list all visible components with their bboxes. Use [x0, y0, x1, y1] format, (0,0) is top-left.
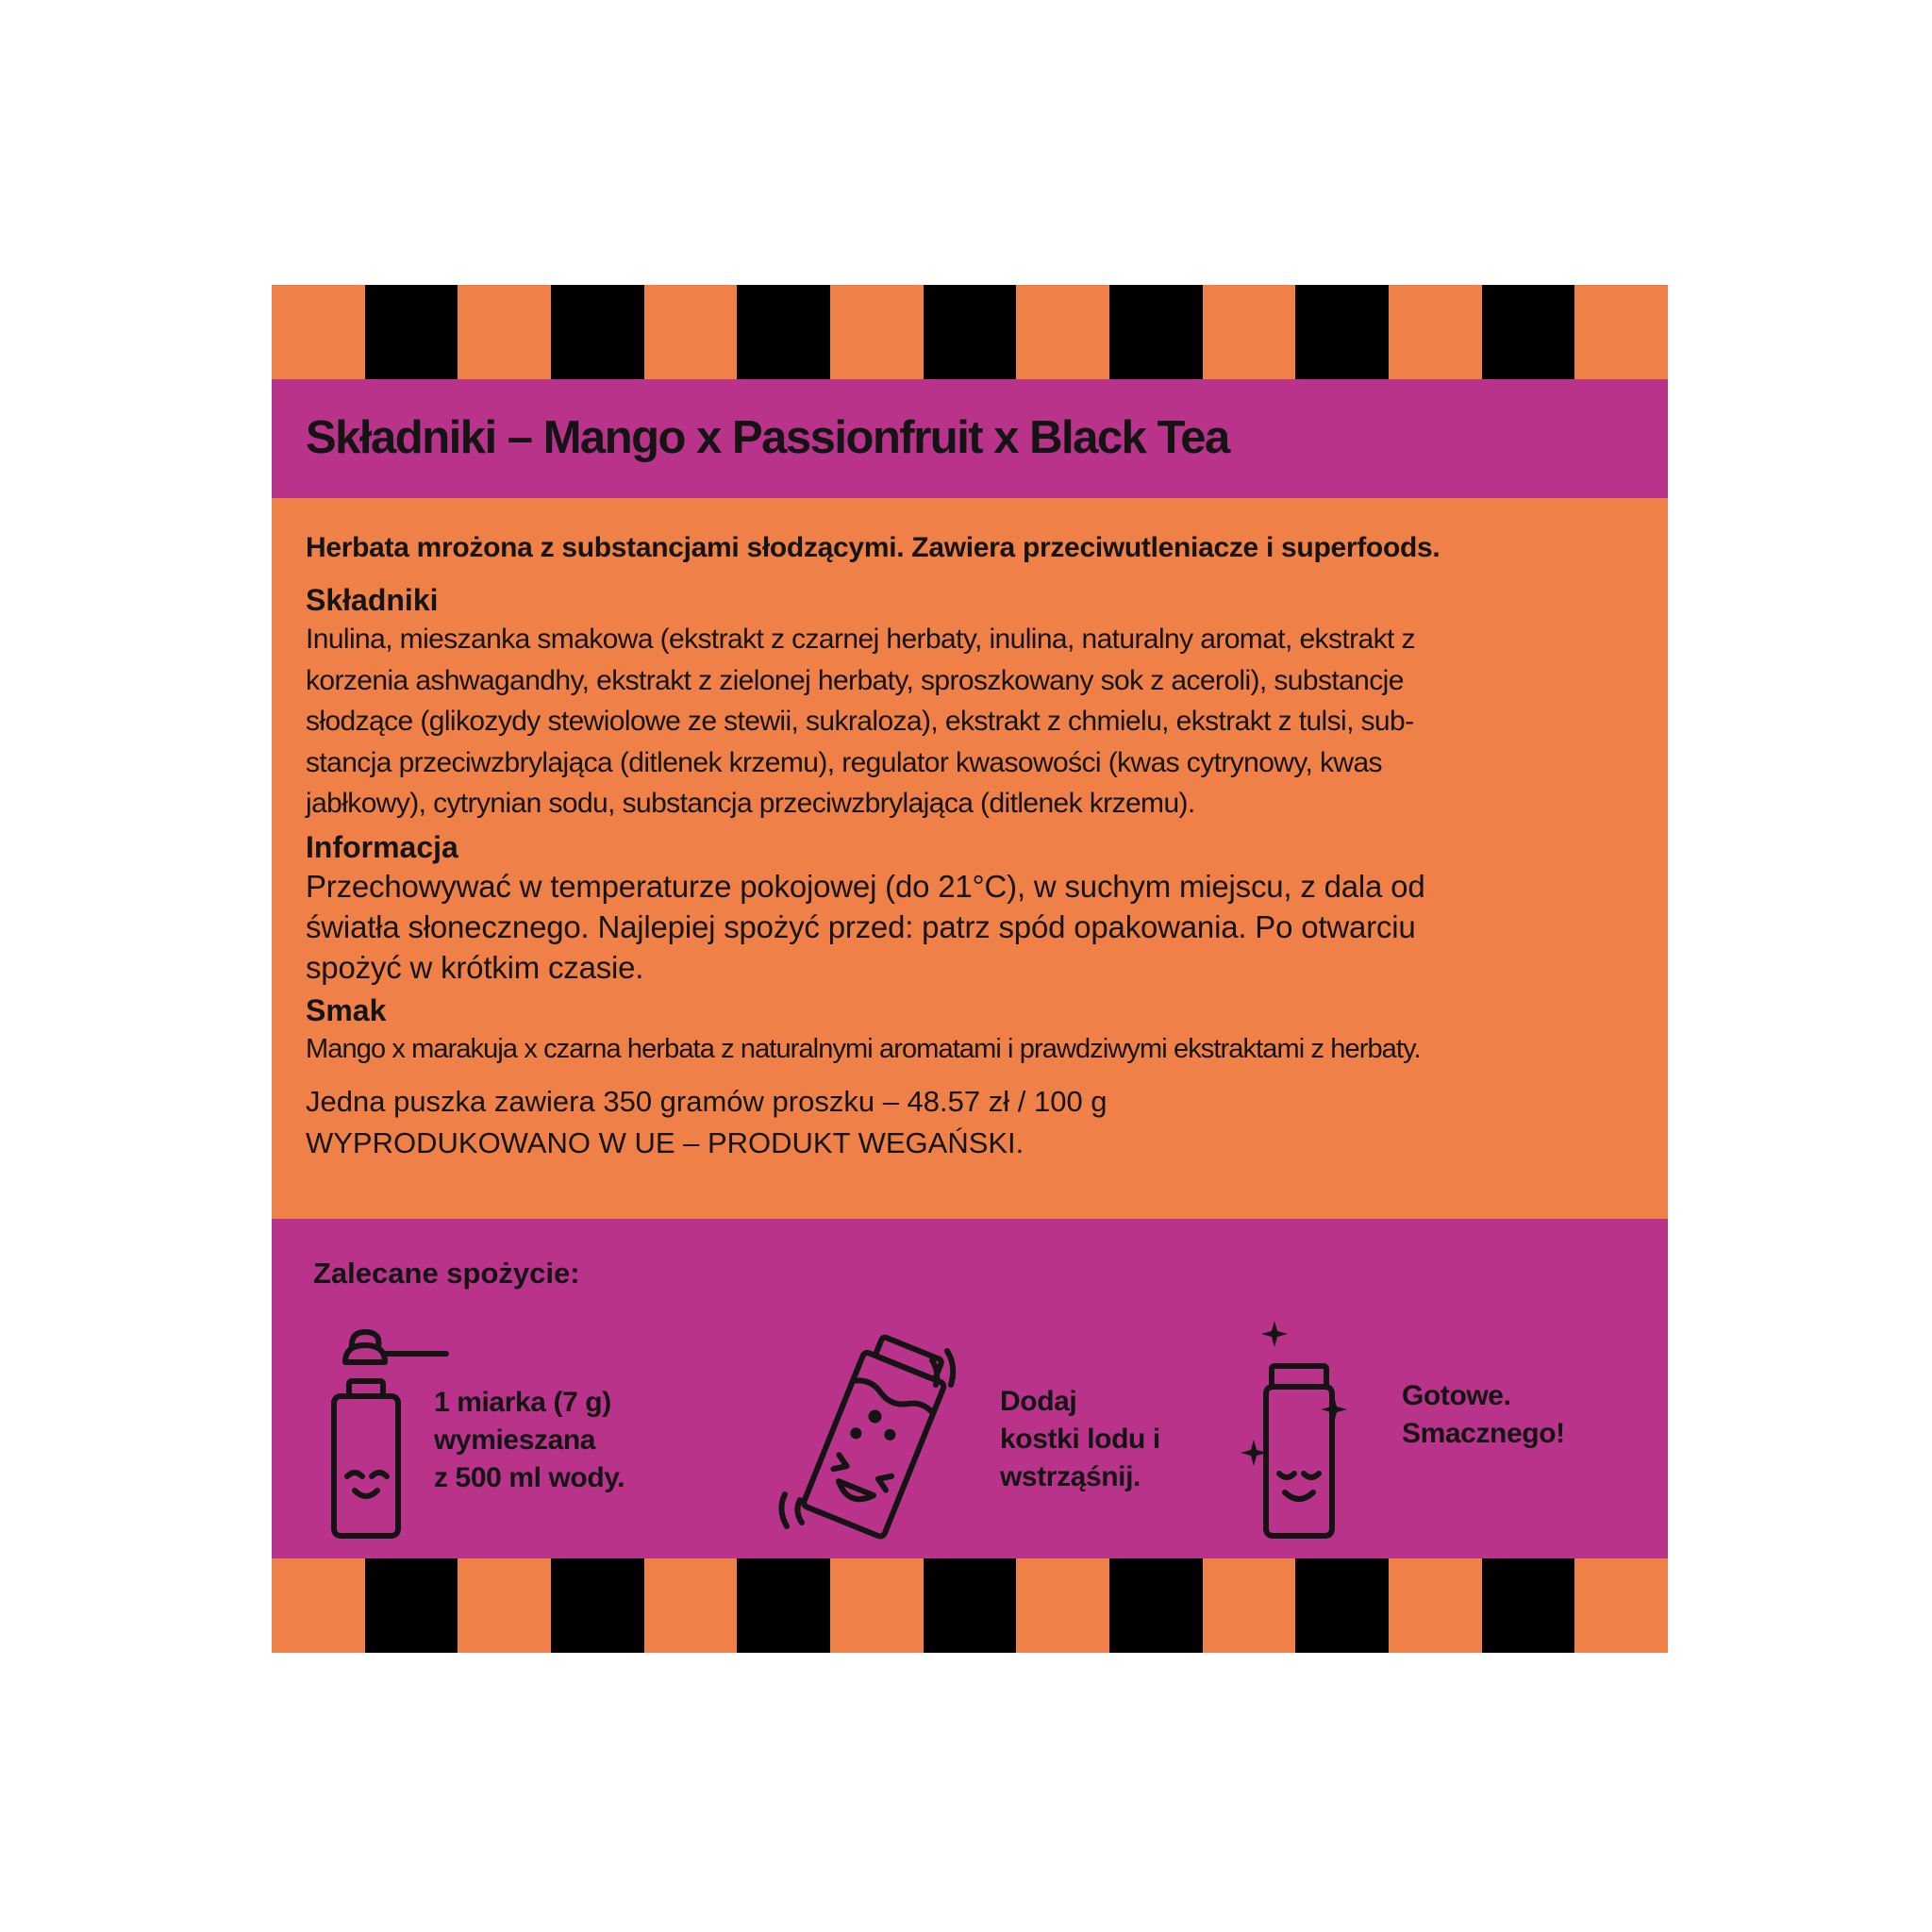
stripe	[1203, 285, 1296, 379]
stripe	[644, 1558, 738, 1653]
stripe	[1482, 1558, 1575, 1653]
ingredients-line: jabłkowy), cytrynian sodu, substancja przeciwzbrylająca (ditlenek krzemu).	[306, 788, 1195, 819]
stripe	[1109, 285, 1203, 379]
usage-step-ready	[1243, 1321, 1658, 1547]
sparkling-bottle-icon	[1243, 1321, 1366, 1547]
stripe	[272, 1558, 365, 1653]
stripe	[458, 285, 551, 379]
product-label-card	[272, 285, 1668, 1653]
stripe	[272, 285, 365, 379]
ingredients-line: stancja przeciwzbrylająca (ditlenek krzemu), regulator kwasowości (kwas cytrynowy, kwas	[306, 746, 1382, 778]
scoop-into-bottle-icon	[328, 1321, 432, 1538]
stripe	[1295, 1558, 1389, 1653]
stripe	[830, 285, 924, 379]
stripe	[737, 1558, 830, 1653]
page-title: Składniki – Mango x Passionfruit x Black Tea	[306, 412, 1229, 463]
flavor-heading: Smak	[306, 992, 387, 1027]
information-line: Przechowywać w temperaturze pokojowej (do 21°C), w suchym miejscu, z dala od	[306, 868, 1425, 904]
step-2-text	[1000, 1383, 1160, 1496]
stripe	[1389, 285, 1482, 379]
shaking-bottle-icon	[772, 1332, 979, 1540]
stripe	[924, 1558, 1017, 1653]
information-line: światła słonecznego. Najlepiej spożyć przed: patrz spód opakowania. Po otwarciu	[306, 908, 1416, 944]
stripe	[644, 285, 738, 379]
origin-text: WYPRODUKOWANO W UE – PRODUKT WEGAŃSKI.	[306, 1125, 1024, 1159]
ingredients-heading: Składniki	[306, 583, 439, 617]
stripe	[365, 285, 458, 379]
product-intro: Herbata mrożona z substancjami słodzącymi. Zawiera przeciwutleniacze i superfoods.	[306, 532, 1441, 563]
step-2-line: wstrząśnij.	[1000, 1461, 1141, 1492]
step-2-line: kostki lodu i	[1000, 1424, 1160, 1455]
stripe	[1482, 285, 1575, 379]
stripe	[1016, 285, 1109, 379]
stripe	[551, 285, 644, 379]
flavor-text: Mango x marakuja x czarna herbata z naturalnymi aromatami i prawdziwymi ekstraktami z herbaty.	[306, 1033, 1421, 1064]
stripe	[737, 285, 830, 379]
step-3-text	[1402, 1377, 1565, 1453]
step-1-line: z 500 ml wody.	[434, 1462, 625, 1493]
information-heading: Informacja	[306, 829, 458, 864]
usage-step-scoop	[328, 1321, 706, 1547]
bottom-stripe-band	[272, 1558, 1668, 1653]
ingredients-line: słodzące (glikozydy stewiolowe ze stewii, sukraloza), ekstrakt z chmielu, ekstrakt z tulsi, sub-	[306, 706, 1414, 737]
ingredients-text	[306, 619, 1645, 824]
step-1-text	[434, 1384, 625, 1497]
stripe	[1574, 285, 1668, 379]
stripe	[830, 1558, 924, 1653]
step-1-line: 1 miarka (7 g)	[434, 1387, 611, 1418]
ingredients-line: korzenia ashwagandhy, ekstrakt z zielonej herbaty, sproszkowany sok z aceroli), substancje	[306, 664, 1404, 696]
label-content	[306, 532, 1645, 1164]
title-band	[272, 379, 1668, 498]
can-contents-text: Jedna puszka zawiera 350 gramów proszku – 48.57 zł / 100 g	[306, 1084, 1108, 1118]
stripe	[365, 1558, 458, 1653]
usage-heading: Zalecane spożycie:	[313, 1257, 580, 1290]
step-2-line: Dodaj	[1000, 1386, 1077, 1417]
stripe	[1574, 1558, 1668, 1653]
stripe	[458, 1558, 551, 1653]
step-3-line: Smacznego!	[1402, 1418, 1565, 1449]
usage-step-shake	[772, 1332, 1177, 1549]
stripe	[924, 285, 1017, 379]
top-stripe-band	[272, 285, 1668, 379]
stripe	[1389, 1558, 1482, 1653]
stripe	[1295, 285, 1389, 379]
stripe	[551, 1558, 644, 1653]
step-1-line: wymieszana	[434, 1424, 596, 1456]
stripe	[1203, 1558, 1296, 1653]
stripe	[1109, 1558, 1203, 1653]
usage-band	[272, 1219, 1668, 1558]
ingredients-line: Inulina, mieszanka smakowa (ekstrakt z czarnej herbaty, inulina, naturalny aromat, ekstrakt z	[306, 624, 1415, 655]
information-text	[306, 866, 1645, 988]
step-3-line: Gotowe.	[1402, 1380, 1511, 1411]
stripe	[1016, 1558, 1109, 1653]
information-line: spożyć w krótkim czasie.	[306, 949, 644, 985]
